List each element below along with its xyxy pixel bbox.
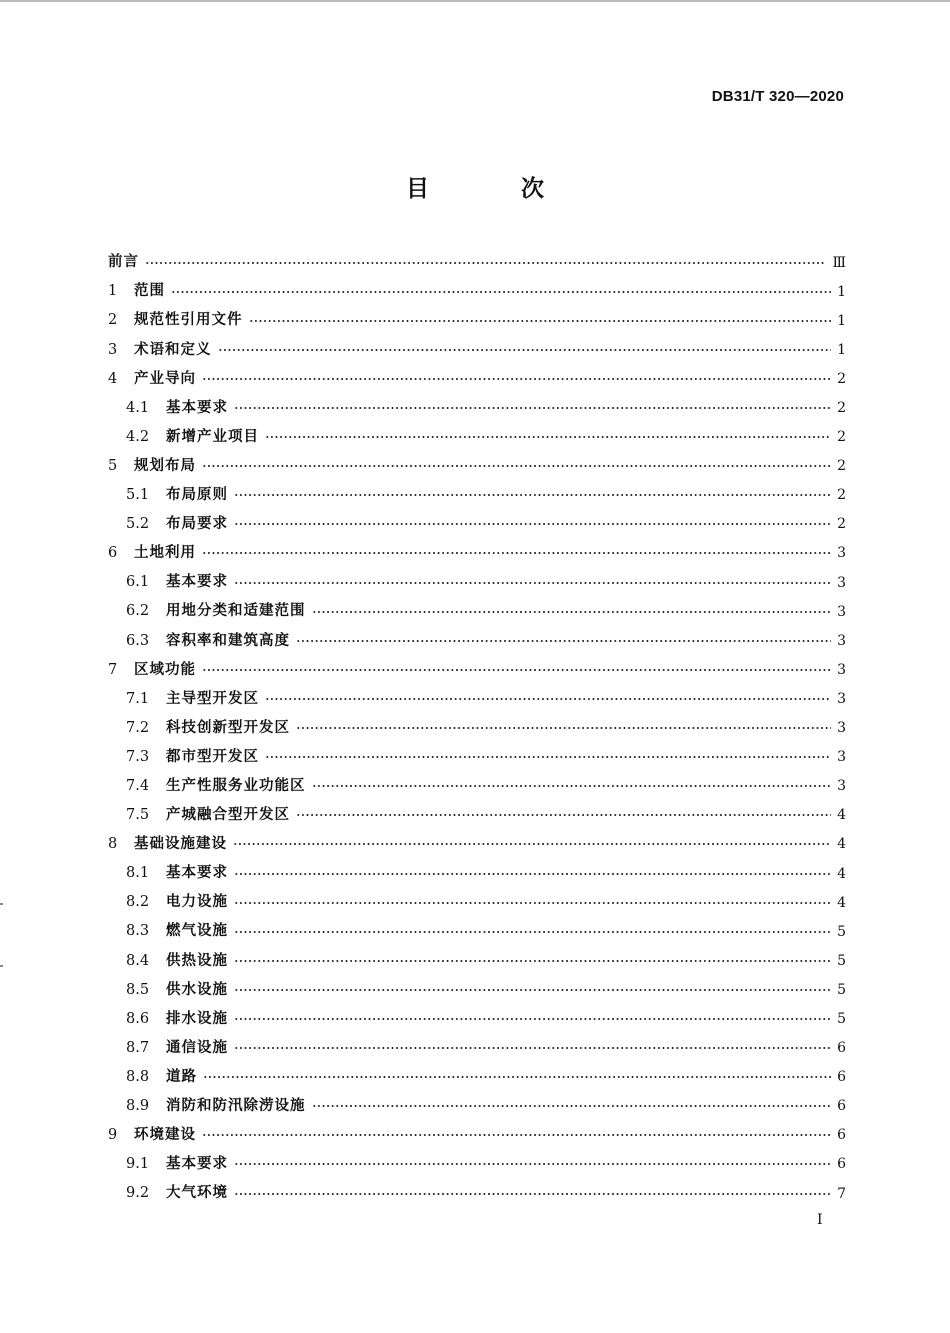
toc-entry-label: 通信设施: [166, 1039, 228, 1056]
dot-leader: [296, 814, 831, 816]
toc-entry-number: 4.2: [126, 428, 150, 445]
toc-entry[interactable]: [108, 248, 846, 277]
toc-entry-label: 消防和防汛除涝设施: [166, 1098, 306, 1115]
dot-leader: [234, 407, 831, 409]
toc-entry-number: 8.5: [126, 981, 150, 998]
toc-entry-label: 主导型开发区: [166, 690, 259, 707]
toc-entry-page: 5: [837, 923, 846, 940]
toc-entry-label: 规划布局: [134, 457, 196, 474]
toc-entry[interactable]: [108, 743, 846, 772]
dot-leader: [218, 349, 832, 351]
dot-leader: [249, 320, 832, 322]
toc-entry[interactable]: [108, 277, 846, 306]
toc-entry-number: 8.7: [126, 1039, 150, 1056]
toc-entry[interactable]: [108, 1004, 846, 1033]
dot-leader: [312, 611, 832, 613]
toc-entry-number: 2: [108, 312, 118, 329]
toc-entry-label: 布局原则: [166, 487, 228, 504]
toc-entry-page: 4: [837, 894, 846, 911]
toc-entry-label: 燃气设施: [166, 923, 228, 940]
toc-entry-number: 8.9: [126, 1098, 150, 1115]
toc-entry-page: 3: [837, 778, 846, 795]
toc-entry-page: 3: [837, 574, 846, 591]
dot-leader: [171, 291, 831, 293]
toc-entry-number: 4.1: [126, 399, 150, 416]
toc-entry-page: 7: [837, 1185, 846, 1202]
dot-leader: [265, 756, 831, 758]
toc-entry-label: 前言: [108, 254, 139, 271]
toc-entry[interactable]: [108, 1179, 846, 1208]
toc-entry[interactable]: [108, 510, 846, 539]
toc-entry-label: 基本要求: [166, 1156, 228, 1173]
toc-entry-page: 2: [837, 458, 846, 475]
toc-entry-page: 1: [837, 283, 846, 300]
dot-leader: [145, 262, 826, 264]
toc-entry-label: 生产性服务业功能区: [166, 777, 306, 794]
dot-leader: [265, 436, 831, 438]
toc-entry[interactable]: [108, 597, 846, 626]
toc-entry-label: 道路: [166, 1068, 197, 1085]
toc-entry-number: 8.3: [126, 923, 150, 940]
toc-entry-page: 5: [837, 981, 846, 998]
toc-entry-label: 布局要求: [166, 516, 228, 533]
toc-entry-number: 7.5: [126, 807, 150, 824]
toc-entry-label: 都市型开发区: [166, 748, 259, 765]
toc-entry-label: 环境建设: [134, 1127, 196, 1144]
dot-leader: [234, 1018, 831, 1020]
toc-entry[interactable]: [108, 306, 846, 335]
toc-entry-label: 科技创新型开发区: [166, 719, 290, 736]
toc-entry[interactable]: [108, 772, 846, 801]
toc-entry-number: 8.1: [126, 865, 150, 882]
toc-entry-page: 3: [837, 632, 846, 649]
toc-entry-page: 1: [837, 312, 846, 329]
toc-entry-page: 2: [837, 400, 846, 417]
dot-leader: [202, 1134, 831, 1136]
dot-leader: [312, 785, 832, 787]
toc-entry-number: 8.6: [126, 1010, 150, 1027]
toc-entry-page: Ⅲ: [832, 254, 846, 271]
toc-entry-number: 5.2: [126, 516, 150, 533]
toc-entry-number: 6: [108, 545, 118, 562]
toc-entry-number: 1: [108, 283, 118, 300]
toc-entry[interactable]: [108, 568, 846, 597]
toc-entry-label: 术语和定义: [134, 341, 212, 358]
toc-entry-number: 9.1: [126, 1156, 150, 1173]
toc-entry-page: 4: [837, 836, 846, 853]
toc-entry-page: 6: [837, 1098, 846, 1115]
dot-leader: [234, 494, 831, 496]
table-of-contents: [108, 248, 846, 1208]
toc-entry-label: 范围: [134, 283, 165, 300]
toc-entry-label: 基础设施建设: [134, 836, 227, 853]
dot-leader: [265, 698, 831, 700]
toc-entry[interactable]: [108, 1063, 846, 1092]
toc-entry-number: 6.1: [126, 574, 150, 591]
toc-entry-number: 4: [108, 370, 118, 387]
toc-entry-label: 供热设施: [166, 952, 228, 969]
toc-entry-number: 5.1: [126, 487, 150, 504]
toc-entry-label: 基本要求: [166, 574, 228, 591]
toc-entry[interactable]: [108, 1034, 846, 1063]
dot-leader: [234, 960, 831, 962]
toc-entry-page: 3: [837, 690, 846, 707]
toc-entry-page: 3: [837, 749, 846, 766]
dot-leader: [234, 582, 831, 584]
toc-entry[interactable]: [108, 481, 846, 510]
dot-leader: [312, 1105, 832, 1107]
dot-leader: [203, 1076, 831, 1078]
toc-entry[interactable]: [108, 946, 846, 975]
toc-entry-label: 供水设施: [166, 981, 228, 998]
toc-entry-label: 容积率和建筑高度: [166, 632, 290, 649]
scan-edge-mark: [0, 0, 950, 2]
toc-entry[interactable]: [108, 714, 846, 743]
toc-entry-label: 新增产业项目: [166, 428, 259, 445]
dot-leader: [202, 552, 831, 554]
toc-entry-page: 2: [837, 516, 846, 533]
toc-entry-label: 区域功能: [134, 661, 196, 678]
dot-leader: [234, 902, 831, 904]
toc-entry[interactable]: [108, 423, 846, 452]
toc-entry[interactable]: [108, 335, 846, 364]
toc-entry-number: 6.3: [126, 632, 150, 649]
toc-entry[interactable]: [108, 1121, 846, 1150]
toc-entry-page: 2: [837, 370, 846, 387]
toc-entry[interactable]: [108, 1092, 846, 1121]
toc-entry-label: 基本要求: [166, 865, 228, 882]
toc-entry-number: 7.2: [126, 719, 150, 736]
toc-entry-number: 9.2: [126, 1185, 150, 1202]
toc-entry-page: 1: [837, 341, 846, 358]
toc-entry[interactable]: [108, 975, 846, 1004]
toc-entry-page: 6: [837, 1127, 846, 1144]
toc-entry-page: 3: [837, 603, 846, 620]
dot-leader: [202, 378, 831, 380]
toc-entry-page: 6: [837, 1156, 846, 1173]
toc-entry-number: 8.4: [126, 952, 150, 969]
page-number: I: [817, 1212, 823, 1228]
toc-entry[interactable]: [108, 917, 846, 946]
toc-entry-page: 3: [837, 720, 846, 737]
toc-entry-label: 基本要求: [166, 399, 228, 416]
toc-entry-number: 7.1: [126, 690, 150, 707]
toc-entry-number: 3: [108, 341, 118, 358]
toc-entry[interactable]: [108, 801, 846, 830]
dot-leader: [234, 873, 831, 875]
toc-entry[interactable]: [108, 888, 846, 917]
dot-leader: [202, 669, 831, 671]
toc-entry-label: 大气环境: [166, 1185, 228, 1202]
dot-leader: [234, 523, 831, 525]
toc-entry[interactable]: [108, 626, 846, 655]
toc-entry[interactable]: [108, 1150, 846, 1179]
toc-entry-label: 土地利用: [134, 545, 196, 562]
toc-entry-label: 规范性引用文件: [134, 312, 243, 329]
scan-edge-mark: [0, 965, 3, 967]
dot-leader: [234, 989, 831, 991]
toc-entry[interactable]: [108, 393, 846, 422]
toc-entry-label: 产城融合型开发区: [166, 807, 290, 824]
toc-entry-page: 2: [837, 487, 846, 504]
toc-entry-number: 8: [108, 836, 118, 853]
dot-leader: [296, 640, 831, 642]
toc-entry-page: 4: [837, 807, 846, 824]
toc-entry-page: 6: [837, 1069, 846, 1086]
toc-entry[interactable]: [108, 539, 846, 568]
toc-entry-number: 7: [108, 661, 118, 678]
dot-leader: [234, 1193, 831, 1195]
toc-entry-label: 用地分类和适建范围: [166, 603, 306, 620]
toc-entry-label: 产业导向: [134, 370, 196, 387]
toc-entry-page: 5: [837, 1010, 846, 1027]
toc-entry-label: 电力设施: [166, 894, 228, 911]
toc-entry[interactable]: [108, 830, 846, 859]
toc-entry-label: 排水设施: [166, 1010, 228, 1027]
dot-leader: [202, 465, 831, 467]
toc-entry-page: 3: [837, 545, 846, 562]
toc-entry-number: 7.4: [126, 777, 150, 794]
toc-entry-number: 8.8: [126, 1068, 150, 1085]
toc-entry[interactable]: [108, 655, 846, 684]
toc-entry-page: 4: [837, 865, 846, 882]
toc-entry[interactable]: [108, 364, 846, 393]
document-code: DB31/T 320—2020: [711, 88, 844, 105]
page-title: 目 次: [405, 176, 586, 202]
dot-leader: [234, 931, 831, 933]
toc-entry-number: 9: [108, 1127, 118, 1144]
toc-entry-page: 3: [837, 661, 846, 678]
dot-leader: [234, 1163, 831, 1165]
dot-leader: [234, 1047, 831, 1049]
scan-edge-mark: [0, 903, 3, 905]
dot-leader: [233, 843, 831, 845]
toc-entry-page: 2: [837, 429, 846, 446]
toc-entry-number: 8.2: [126, 894, 150, 911]
toc-entry-number: 7.3: [126, 748, 150, 765]
toc-entry-page: 5: [837, 952, 846, 969]
toc-entry-number: 6.2: [126, 603, 150, 620]
dot-leader: [296, 727, 831, 729]
toc-entry[interactable]: [108, 859, 846, 888]
toc-entry[interactable]: [108, 452, 846, 481]
toc-entry-number: 5: [108, 457, 118, 474]
toc-entry[interactable]: [108, 684, 846, 713]
toc-entry-page: 6: [837, 1040, 846, 1057]
